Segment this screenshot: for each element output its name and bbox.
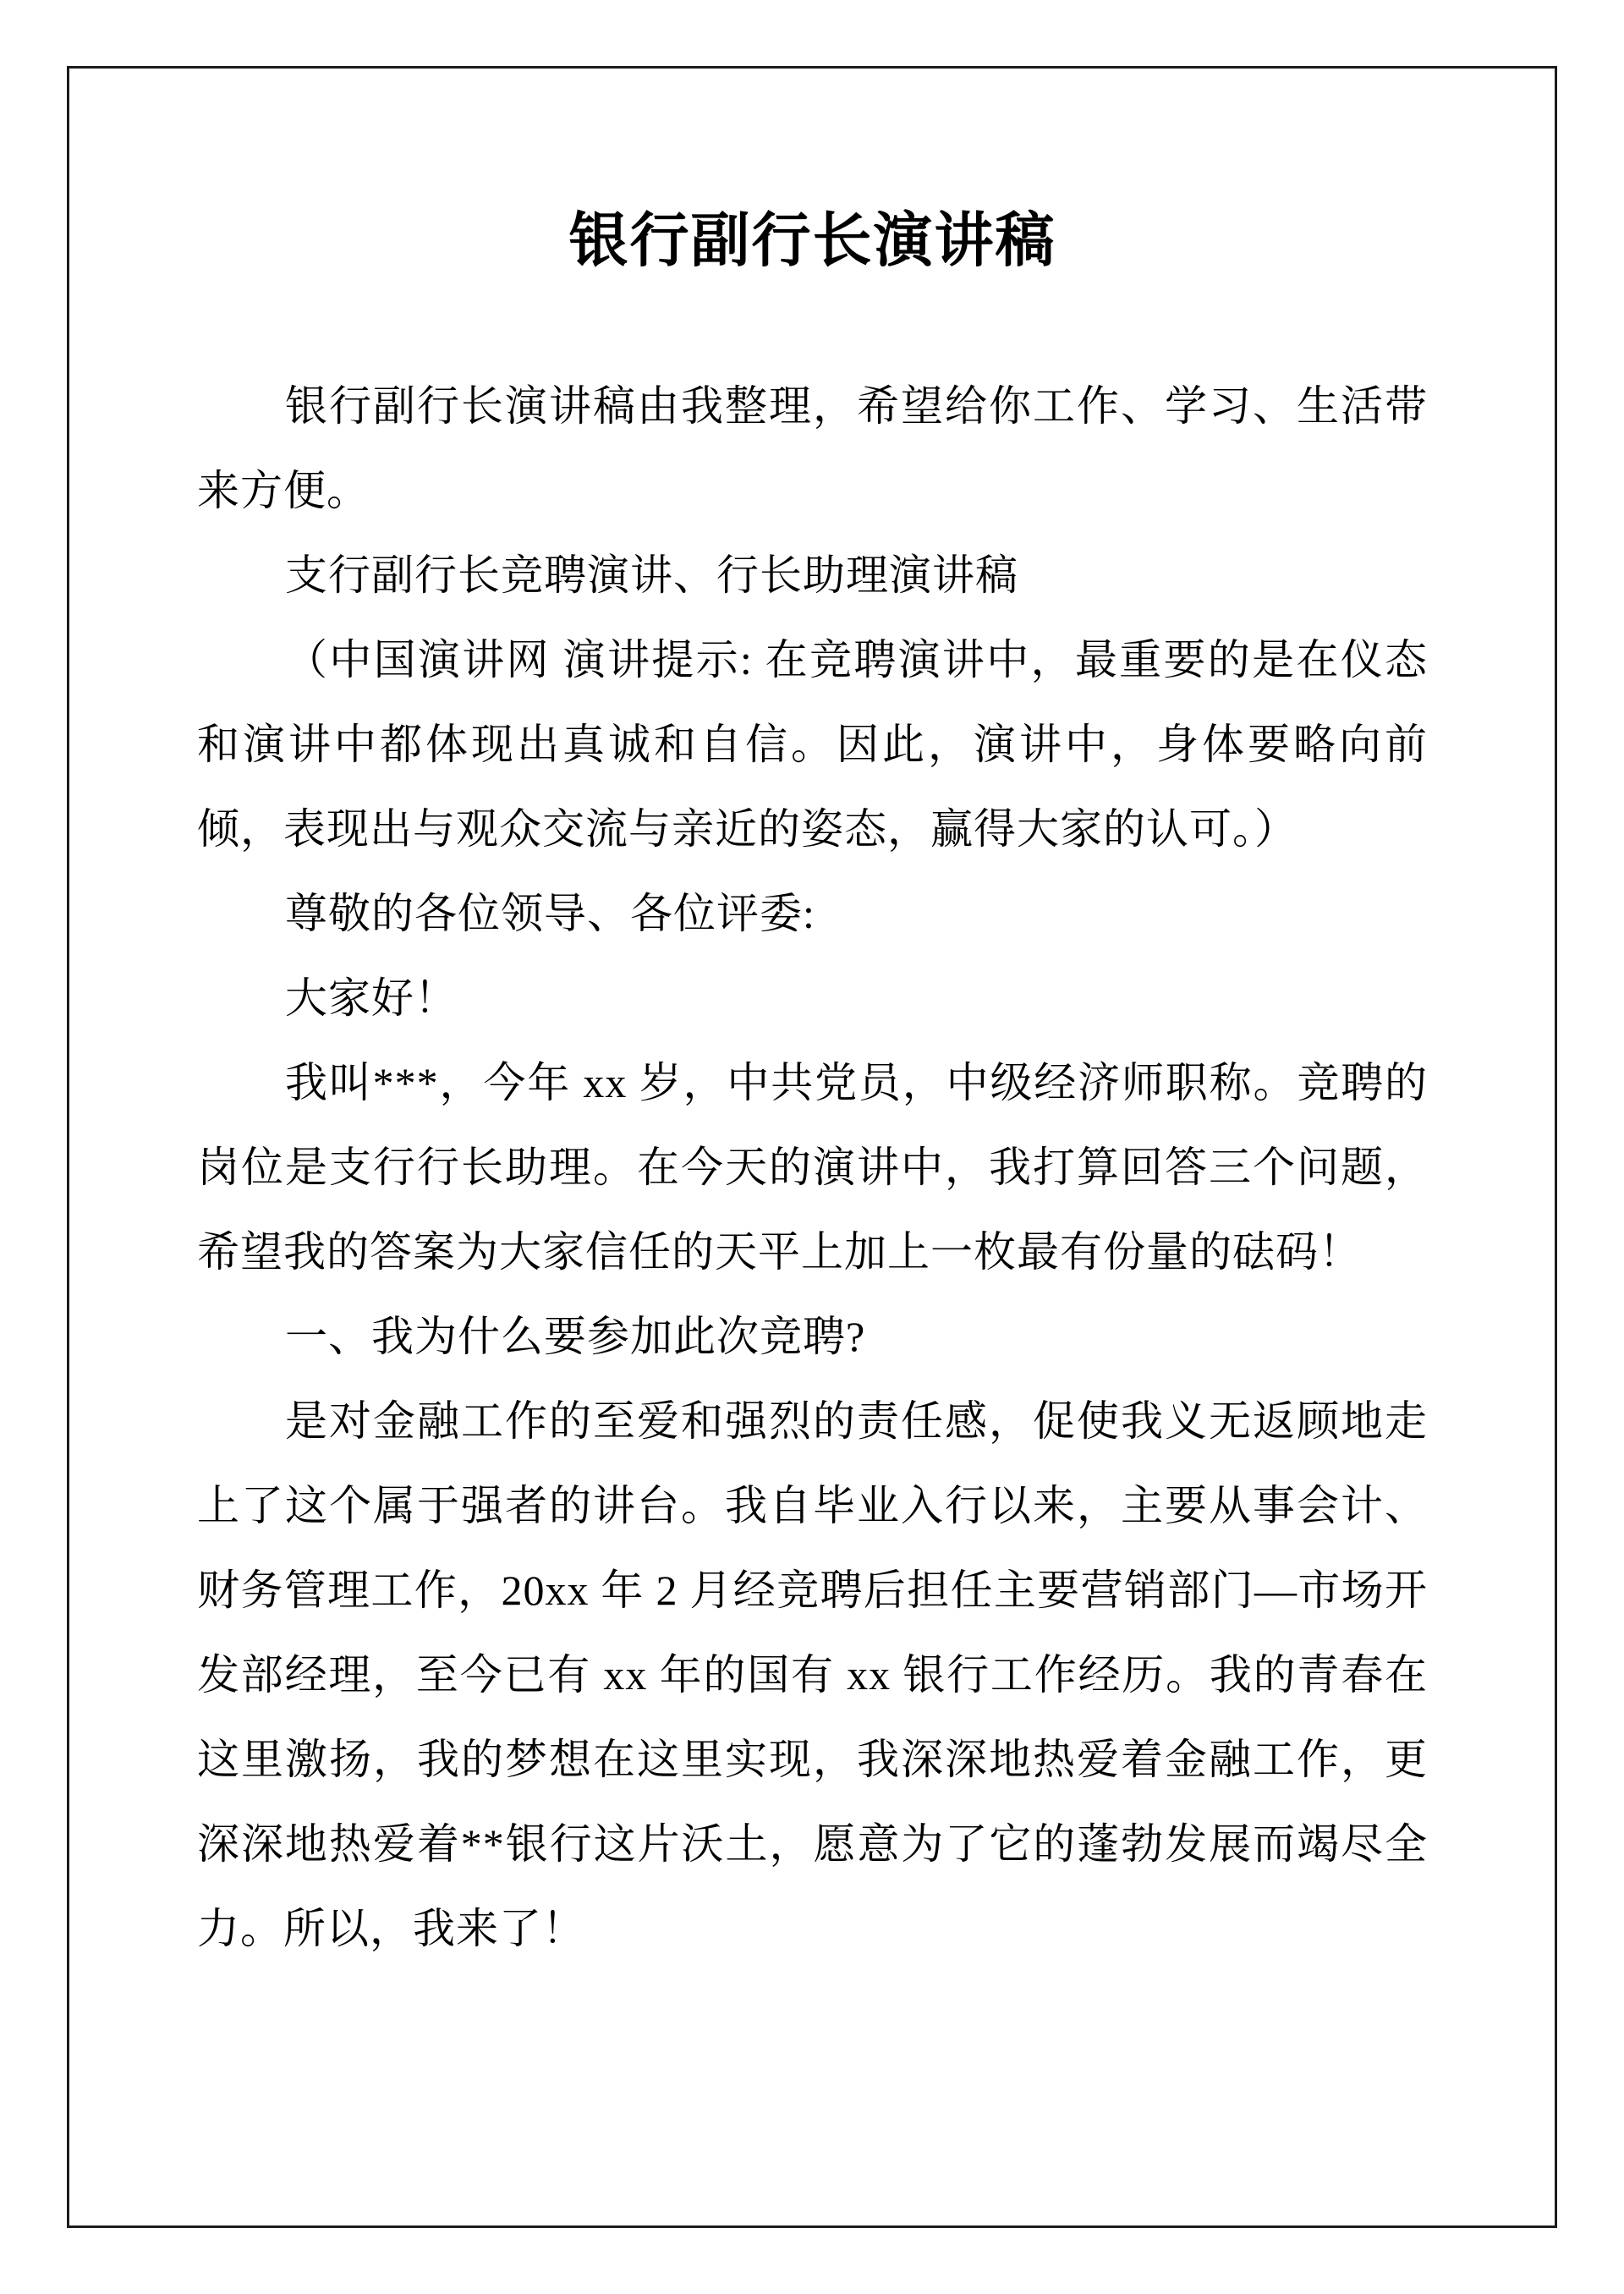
paragraph: 尊敬的各位领导、各位评委:	[285, 890, 815, 937]
paragraph: 大家好！	[285, 974, 458, 1022]
paragraph: 一、我为什么要参加此次竞聘?	[285, 1313, 866, 1360]
paragraph: （中国演讲网 演讲提示: 在竞聘演讲中，最重要的是在仪态和演讲中都体现出真诚和自信。因此，演讲中，身体要略向前倾，表现出与观众交流与亲近的姿态，赢得大家的认可。）	[197, 636, 1428, 853]
document-content	[197, 0, 1428, 1971]
paragraph: 银行副行长演讲稿由我整理，希望给你工作、学习、生活带来方便。	[197, 382, 1428, 514]
document-body	[197, 364, 1428, 1971]
page-title: 银行副行长演讲稿	[568, 209, 1056, 274]
paragraph: 是对金融工作的至爱和强烈的责任感，促使我义无返顾地走上了这个属于强者的讲台。我自毕业入行以来，主要从事会计、财务管理工作，20xx 年 2 月经竞聘后担任主要营销部门—市场开发部经理，至今已有 xx 年的国有 xx 银行工作经历。我的青春在这里激扬，我的梦想在这里实现，我深深地热爱着金融工作，更深深地热爱着**银行这片沃土，愿意为了它的蓬勃发展而竭尽全力。所以，我来了！	[197, 1397, 1428, 1952]
paragraph: 支行副行长竞聘演讲、行长助理演讲稿	[285, 552, 1018, 599]
paragraph: 我叫***，今年 xx 岁，中共党员，中级经济师职称。竞聘的岗位是支行行长助理。在今天的演讲中，我打算回答三个问题，希望我的答案为大家信任的天平上加上一枚最有份量的砝码！	[197, 1059, 1428, 1276]
